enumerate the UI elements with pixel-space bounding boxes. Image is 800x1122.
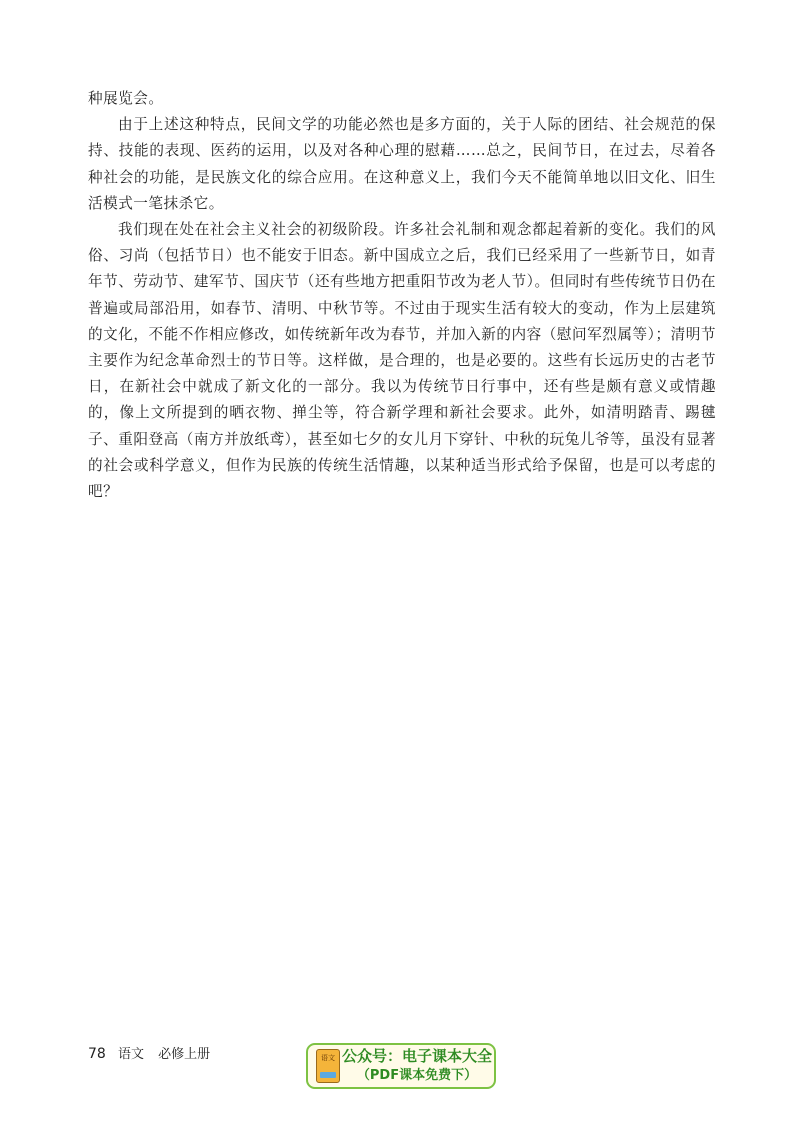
paragraph-continued: 种展览会。: [88, 90, 164, 107]
watermark-line-2: （PDF课本免费下）: [356, 1068, 478, 1083]
paragraph-folk-literature-function: 由于上述这种特点，民间文学的功能必然也是多方面的，关于人际的团结、社会规范的保持、技能的表现、医药的运用，以及对各种心理的慰藉……总之，民间节日，在过去，尽着各种社会的功能，是民族文化的综合应用。在这种意义上，我们今天不能简单地以旧文化、旧生活模式一笔抹杀它。: [88, 116, 716, 212]
page-body: [88, 86, 716, 505]
page-number: 78: [88, 1046, 106, 1062]
watermark-line-1: 公众号：电子课本大全: [341, 1047, 492, 1065]
watermark-badge: [306, 1043, 496, 1089]
book-title: 语文: [117, 1047, 144, 1062]
page-footer: [88, 1043, 210, 1062]
logo-spine: [320, 1072, 336, 1078]
watermark-text: [340, 1047, 494, 1085]
logo-text: 语文: [321, 1054, 335, 1062]
textbook-logo-icon: [316, 1049, 340, 1083]
paragraph-socialist-festivals: 我们现在处在社会主义社会的初级阶段。许多社会礼制和观念都起着新的变化。我们的风俗、习尚（包括节日）也不能安于旧态。新中国成立之后，我们已经采用了一些新节日，如青年节、劳动节、建军节、国庆节（还有些地方把重阳节改为老人节）。但同时有些传统节日仍在普遍或局部沿用，如春节、清明、中秋节等。不过由于现实生活有较大的变动，作为上层建筑的文化，不能不作相应修改，如传统新年改为春节，并加入新的内容（慰问军烈属等）；清明节主要作为纪念革命烈士的节日等。这样做，是合理的，也是必要的。这些有长远历史的古老节日，在新社会中就成了新文化的一部分。我以为传统节日行事中，还有些是颇有意义或情趣的，像上文所提到的晒衣物、掸尘等，符合新学理和新社会要求。此外，如清明踏青、踢毽子、重阳登高（南方并放纸鸢），甚至如七夕的女儿月下穿针、中秋的玩兔儿爷等，虽没有显著的社会或科学意义，但作为民族的传统生活情趣，以某种适当形式给予保留，也是可以考虑的吧？: [88, 221, 716, 501]
book-volume: 必修上册: [158, 1047, 211, 1062]
